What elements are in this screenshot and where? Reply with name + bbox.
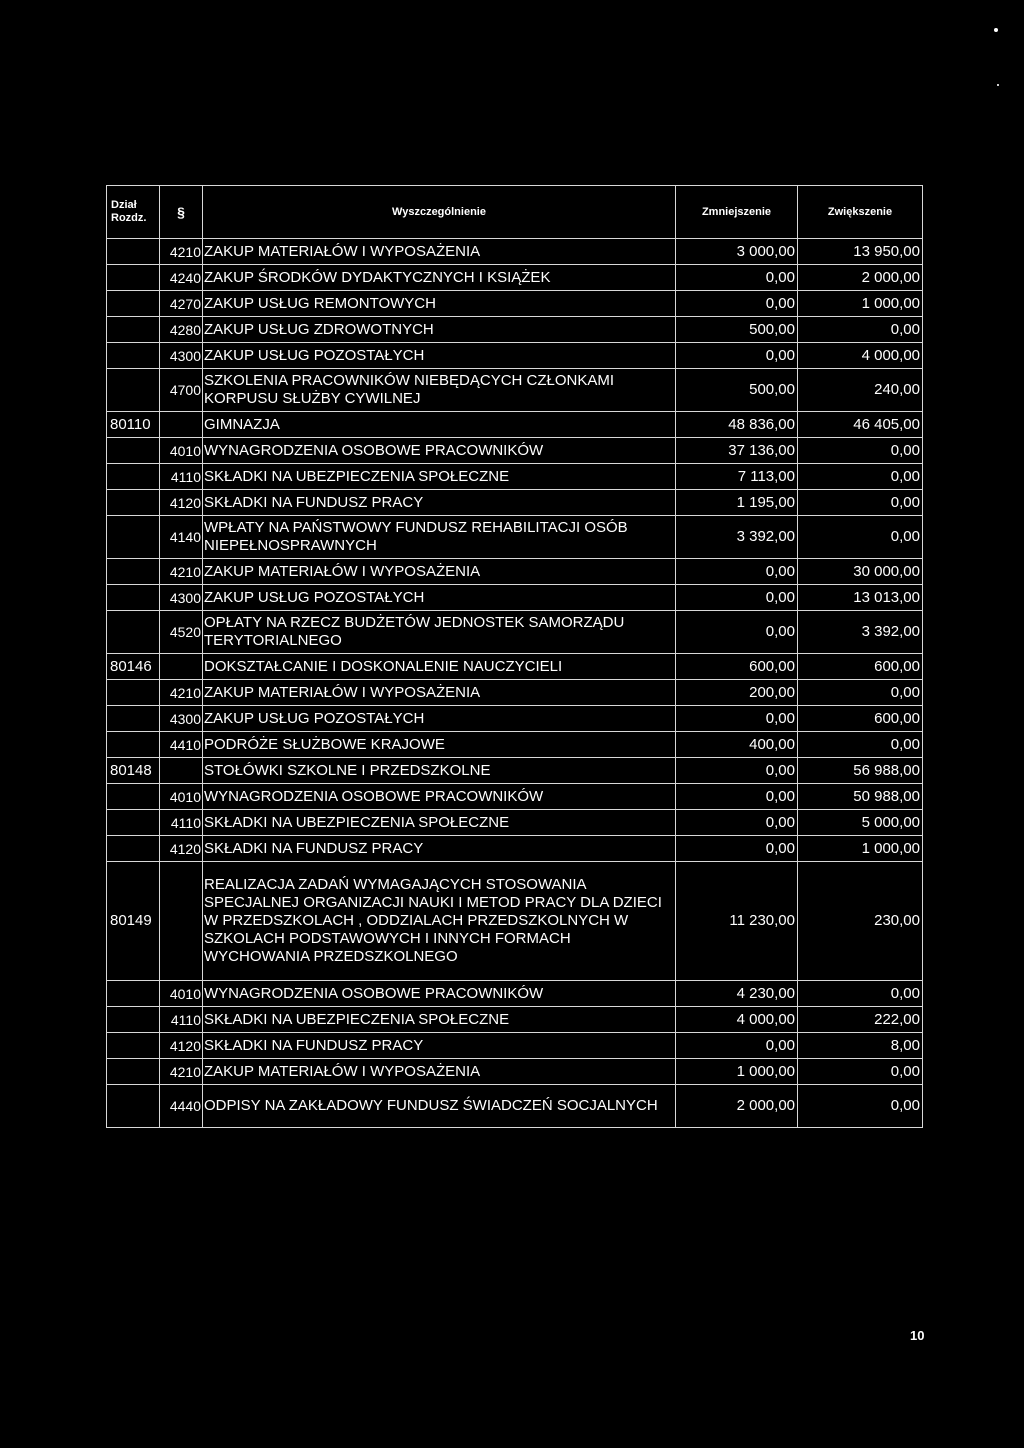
cell-increase: 56 988,00 xyxy=(798,758,923,784)
cell-dzial: 80148 xyxy=(107,758,160,784)
table-row xyxy=(107,265,923,291)
cell-description: WPŁATY NA PAŃSTWOWY FUNDUSZ REHABILITACJI OSÓB NIEPEŁNOSPRAWNYCH xyxy=(203,516,676,559)
cell-decrease: 4 000,00 xyxy=(676,1007,798,1033)
cell-paragraph: 4440 xyxy=(160,1085,203,1128)
scan-speck xyxy=(997,84,999,86)
cell-paragraph: 4120 xyxy=(160,836,203,862)
table-row xyxy=(107,810,923,836)
cell-paragraph: 4210 xyxy=(160,239,203,265)
cell-decrease: 37 136,00 xyxy=(676,438,798,464)
cell-paragraph: 4110 xyxy=(160,464,203,490)
table-row xyxy=(107,611,923,654)
cell-dzial xyxy=(107,239,160,265)
cell-dzial xyxy=(107,464,160,490)
cell-decrease: 11 230,00 xyxy=(676,862,798,981)
cell-dzial xyxy=(107,810,160,836)
cell-decrease: 4 230,00 xyxy=(676,981,798,1007)
cell-dzial xyxy=(107,1085,160,1128)
table-row xyxy=(107,516,923,559)
cell-dzial xyxy=(107,291,160,317)
cell-increase: 13 950,00 xyxy=(798,239,923,265)
cell-increase: 0,00 xyxy=(798,1059,923,1085)
cell-increase: 30 000,00 xyxy=(798,559,923,585)
table-row xyxy=(107,1085,923,1128)
cell-paragraph: 4140 xyxy=(160,516,203,559)
table-row xyxy=(107,1033,923,1059)
cell-description: ZAKUP MATERIAŁÓW I WYPOSAŻENIA xyxy=(203,559,676,585)
cell-dzial xyxy=(107,732,160,758)
cell-paragraph: 4520 xyxy=(160,611,203,654)
cell-increase: 46 405,00 xyxy=(798,412,923,438)
table-row xyxy=(107,559,923,585)
header-dzial: Dział xyxy=(111,199,137,211)
cell-decrease: 0,00 xyxy=(676,611,798,654)
cell-decrease: 0,00 xyxy=(676,291,798,317)
cell-description: STOŁÓWKI SZKOLNE I PRZEDSZKOLNE xyxy=(203,758,676,784)
cell-decrease: 0,00 xyxy=(676,1033,798,1059)
cell-decrease: 0,00 xyxy=(676,784,798,810)
cell-decrease: 200,00 xyxy=(676,680,798,706)
cell-description: ZAKUP USŁUG ZDROWOTNYCH xyxy=(203,317,676,343)
cell-increase: 600,00 xyxy=(798,654,923,680)
cell-increase: 4 000,00 xyxy=(798,343,923,369)
table-row xyxy=(107,585,923,611)
header-dzial-rozdz xyxy=(107,186,160,239)
cell-dzial xyxy=(107,611,160,654)
cell-decrease: 48 836,00 xyxy=(676,412,798,438)
cell-decrease: 600,00 xyxy=(676,654,798,680)
cell-dzial xyxy=(107,784,160,810)
cell-description: PODRÓŻE SŁUŻBOWE KRAJOWE xyxy=(203,732,676,758)
cell-increase: 2 000,00 xyxy=(798,265,923,291)
table-row xyxy=(107,732,923,758)
cell-description: ZAKUP USŁUG POZOSTAŁYCH xyxy=(203,343,676,369)
cell-description: WYNAGRODZENIA OSOBOWE PRACOWNIKÓW xyxy=(203,981,676,1007)
page-number: 10 xyxy=(910,1328,925,1343)
cell-description: SKŁADKI NA FUNDUSZ PRACY xyxy=(203,490,676,516)
cell-increase: 0,00 xyxy=(798,1085,923,1128)
cell-description: ZAKUP MATERIAŁÓW I WYPOSAŻENIA xyxy=(203,239,676,265)
cell-paragraph xyxy=(160,758,203,784)
cell-dzial xyxy=(107,706,160,732)
cell-decrease: 0,00 xyxy=(676,706,798,732)
cell-decrease: 500,00 xyxy=(676,369,798,412)
cell-paragraph: 4010 xyxy=(160,981,203,1007)
cell-increase: 0,00 xyxy=(798,680,923,706)
cell-description: OPŁATY NA RZECZ BUDŻETÓW JEDNOSTEK SAMORZĄDU TERYTORIALNEGO xyxy=(203,611,676,654)
cell-dzial xyxy=(107,680,160,706)
cell-description: ZAKUP MATERIAŁÓW I WYPOSAŻENIA xyxy=(203,680,676,706)
cell-description: GIMNAZJA xyxy=(203,412,676,438)
cell-description: ZAKUP ŚRODKÓW DYDAKTYCZNYCH I KSIĄŻEK xyxy=(203,265,676,291)
cell-dzial xyxy=(107,836,160,862)
cell-increase: 3 392,00 xyxy=(798,611,923,654)
cell-dzial xyxy=(107,1059,160,1085)
cell-decrease: 2 000,00 xyxy=(676,1085,798,1128)
cell-description: ZAKUP USŁUG REMONTOWYCH xyxy=(203,291,676,317)
cell-decrease: 400,00 xyxy=(676,732,798,758)
cell-description: SKŁADKI NA UBEZPIECZENIA SPOŁECZNE xyxy=(203,1007,676,1033)
cell-dzial xyxy=(107,343,160,369)
cell-increase: 600,00 xyxy=(798,706,923,732)
cell-description: SKŁADKI NA FUNDUSZ PRACY xyxy=(203,836,676,862)
cell-paragraph: 4120 xyxy=(160,1033,203,1059)
cell-increase: 240,00 xyxy=(798,369,923,412)
cell-increase: 50 988,00 xyxy=(798,784,923,810)
header-rozdz: Rozdz. xyxy=(111,212,147,224)
table-row xyxy=(107,862,923,981)
cell-increase: 0,00 xyxy=(798,490,923,516)
cell-paragraph: 4300 xyxy=(160,706,203,732)
cell-dzial xyxy=(107,516,160,559)
cell-dzial: 80146 xyxy=(107,654,160,680)
cell-description: ODPISY NA ZAKŁADOWY FUNDUSZ ŚWIADCZEŃ SOCJALNYCH xyxy=(203,1085,676,1128)
cell-dzial: 80110 xyxy=(107,412,160,438)
cell-dzial xyxy=(107,559,160,585)
table-row xyxy=(107,981,923,1007)
cell-description: ZAKUP MATERIAŁÓW I WYPOSAŻENIA xyxy=(203,1059,676,1085)
cell-description: SKŁADKI NA UBEZPIECZENIA SPOŁECZNE xyxy=(203,464,676,490)
header-description: Wyszczególnienie xyxy=(203,186,676,239)
cell-paragraph xyxy=(160,412,203,438)
cell-decrease: 0,00 xyxy=(676,343,798,369)
cell-increase: 0,00 xyxy=(798,317,923,343)
table-row xyxy=(107,1059,923,1085)
table-row xyxy=(107,291,923,317)
cell-increase: 8,00 xyxy=(798,1033,923,1059)
cell-paragraph: 4410 xyxy=(160,732,203,758)
cell-increase: 0,00 xyxy=(798,732,923,758)
cell-increase: 230,00 xyxy=(798,862,923,981)
cell-decrease: 3 000,00 xyxy=(676,239,798,265)
cell-decrease: 7 113,00 xyxy=(676,464,798,490)
table-row xyxy=(107,784,923,810)
table-row xyxy=(107,680,923,706)
cell-dzial xyxy=(107,317,160,343)
header-increase: Zwiększenie xyxy=(798,186,923,239)
cell-dzial xyxy=(107,490,160,516)
cell-description: DOKSZTAŁCANIE I DOSKONALENIE NAUCZYCIELI xyxy=(203,654,676,680)
table-header-row xyxy=(107,186,923,239)
cell-dzial xyxy=(107,438,160,464)
cell-paragraph: 4210 xyxy=(160,559,203,585)
cell-decrease: 1 195,00 xyxy=(676,490,798,516)
cell-decrease: 0,00 xyxy=(676,585,798,611)
cell-decrease: 0,00 xyxy=(676,836,798,862)
cell-paragraph: 4300 xyxy=(160,585,203,611)
cell-increase: 0,00 xyxy=(798,516,923,559)
cell-paragraph: 4210 xyxy=(160,680,203,706)
header-paragraph: § xyxy=(160,186,203,239)
table-row xyxy=(107,836,923,862)
cell-description: WYNAGRODZENIA OSOBOWE PRACOWNIKÓW xyxy=(203,438,676,464)
cell-description: SKŁADKI NA UBEZPIECZENIA SPOŁECZNE xyxy=(203,810,676,836)
cell-description: ZAKUP USŁUG POZOSTAŁYCH xyxy=(203,706,676,732)
cell-paragraph: 4110 xyxy=(160,810,203,836)
table-row xyxy=(107,464,923,490)
cell-increase: 0,00 xyxy=(798,438,923,464)
table-row xyxy=(107,1007,923,1033)
cell-description: WYNAGRODZENIA OSOBOWE PRACOWNIKÓW xyxy=(203,784,676,810)
budget-table xyxy=(106,185,923,1128)
table-row xyxy=(107,317,923,343)
cell-decrease: 0,00 xyxy=(676,559,798,585)
table-row xyxy=(107,438,923,464)
cell-paragraph: 4210 xyxy=(160,1059,203,1085)
cell-dzial xyxy=(107,369,160,412)
cell-paragraph: 4280 xyxy=(160,317,203,343)
table-row xyxy=(107,758,923,784)
cell-description: SKŁADKI NA FUNDUSZ PRACY xyxy=(203,1033,676,1059)
table-row xyxy=(107,369,923,412)
table-row xyxy=(107,490,923,516)
cell-paragraph: 4240 xyxy=(160,265,203,291)
header-decrease: Zmniejszenie xyxy=(676,186,798,239)
cell-increase: 13 013,00 xyxy=(798,585,923,611)
scan-speck xyxy=(994,28,998,32)
cell-paragraph: 4010 xyxy=(160,438,203,464)
cell-decrease: 1 000,00 xyxy=(676,1059,798,1085)
cell-dzial: 80149 xyxy=(107,862,160,981)
cell-increase: 5 000,00 xyxy=(798,810,923,836)
cell-description: SZKOLENIA PRACOWNIKÓW NIEBĘDĄCYCH CZŁONKAMI KORPUSU SŁUŻBY CYWILNEJ xyxy=(203,369,676,412)
cell-dzial xyxy=(107,265,160,291)
cell-increase: 0,00 xyxy=(798,981,923,1007)
cell-dzial xyxy=(107,585,160,611)
cell-paragraph: 4300 xyxy=(160,343,203,369)
cell-decrease: 3 392,00 xyxy=(676,516,798,559)
cell-description: REALIZACJA ZADAŃ WYMAGAJĄCYCH STOSOWANIA SPECJALNEJ ORGANIZACJI NAUKI I METOD PRACY DLA DZIECI W PRZEDSZKOLACH , ODDZIALACH PRZEDSZKOLNYCH W SZKOLACH PODSTAWOWYCH I INNYCH FORMACH WYCHOWANIA PRZEDSZKOLNEGO xyxy=(203,862,676,981)
cell-increase: 222,00 xyxy=(798,1007,923,1033)
cell-dzial xyxy=(107,1007,160,1033)
table-row xyxy=(107,706,923,732)
cell-paragraph: 4010 xyxy=(160,784,203,810)
cell-decrease: 0,00 xyxy=(676,265,798,291)
cell-paragraph xyxy=(160,654,203,680)
cell-decrease: 500,00 xyxy=(676,317,798,343)
cell-description: ZAKUP USŁUG POZOSTAŁYCH xyxy=(203,585,676,611)
cell-increase: 1 000,00 xyxy=(798,836,923,862)
cell-decrease: 0,00 xyxy=(676,758,798,784)
cell-paragraph: 4700 xyxy=(160,369,203,412)
table-row xyxy=(107,412,923,438)
table-row xyxy=(107,239,923,265)
cell-increase: 0,00 xyxy=(798,464,923,490)
cell-paragraph: 4270 xyxy=(160,291,203,317)
cell-dzial xyxy=(107,1033,160,1059)
table-row xyxy=(107,654,923,680)
table-body xyxy=(107,239,923,1128)
cell-increase: 1 000,00 xyxy=(798,291,923,317)
cell-paragraph: 4110 xyxy=(160,1007,203,1033)
budget-table-container xyxy=(106,185,922,1128)
table-row xyxy=(107,343,923,369)
cell-paragraph: 4120 xyxy=(160,490,203,516)
cell-decrease: 0,00 xyxy=(676,810,798,836)
cell-dzial xyxy=(107,981,160,1007)
cell-paragraph xyxy=(160,862,203,981)
